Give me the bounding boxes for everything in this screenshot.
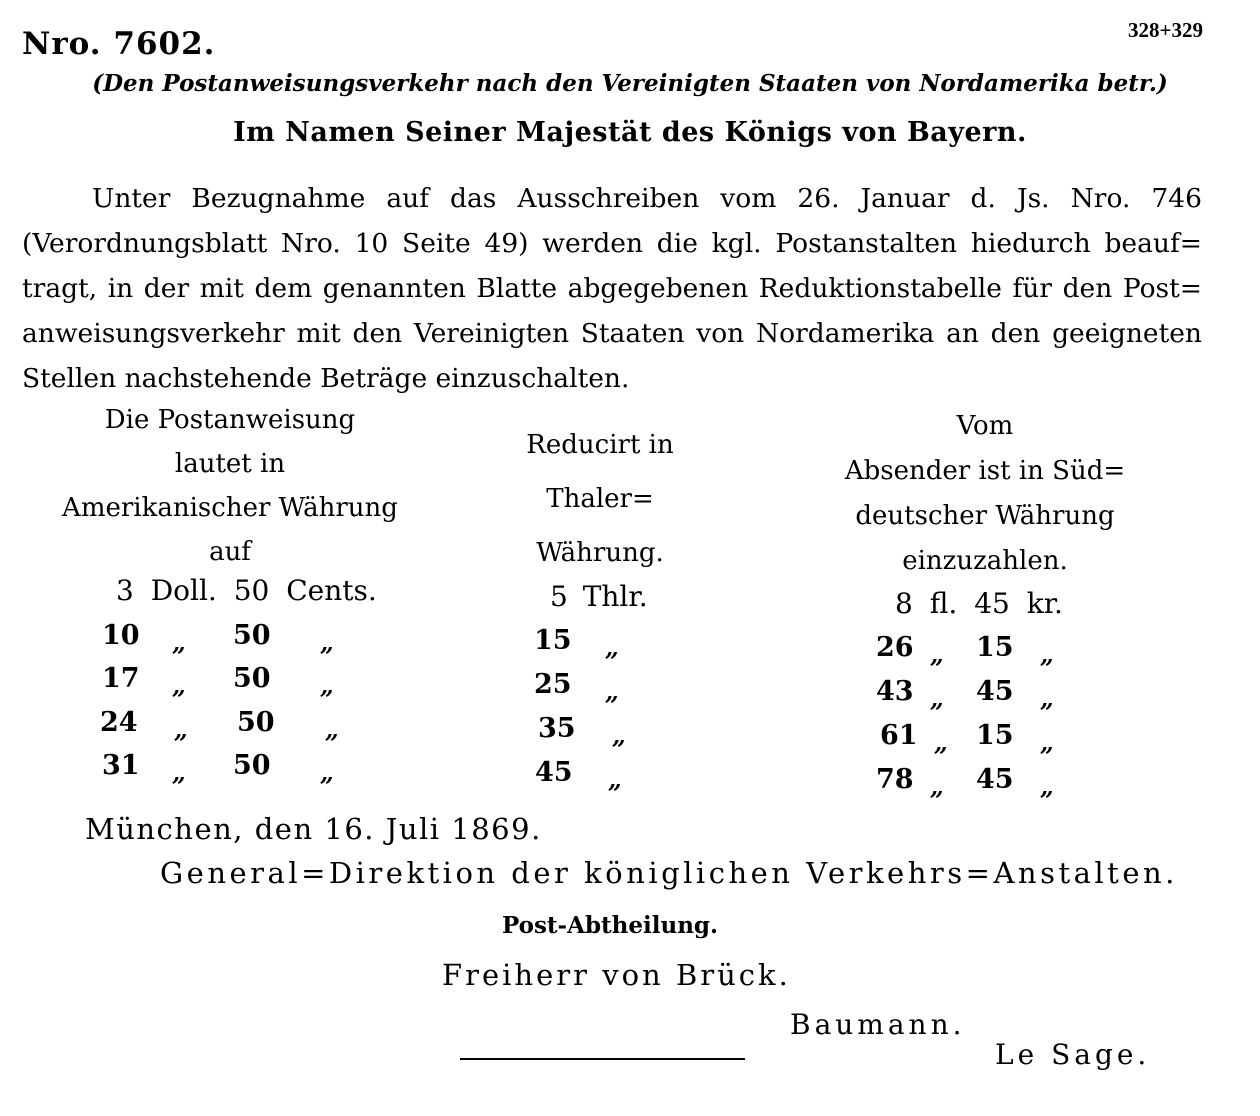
ditto-mark: „ bbox=[1040, 684, 1054, 713]
page-reference: 328+329 bbox=[1128, 18, 1203, 42]
ditto-mark: „ bbox=[172, 671, 186, 700]
body-line: (Verordnungsblatt Nro. 10 Seite 49) werden die kgl. Postanstalten hiedurch beauf= bbox=[22, 228, 1202, 259]
date-line: München, den 16. Juli 1869. bbox=[85, 812, 542, 846]
column-header-line: Reducirt in bbox=[526, 430, 674, 460]
decree-number: Nro. 7602. bbox=[22, 26, 216, 62]
ditto-mark: „ bbox=[325, 715, 339, 744]
body-line: Unter Bezugnahme auf das Ausschreiben vom 26. Januar d. Js. Nro. 746 bbox=[92, 183, 1202, 214]
ditto-mark: „ bbox=[612, 721, 626, 750]
table-cell-kreuzer: 45 bbox=[976, 764, 1014, 795]
column-header-line: Vom bbox=[956, 411, 1014, 441]
table-cell-cents: 50 bbox=[233, 750, 271, 781]
ditto-mark: „ bbox=[608, 765, 622, 794]
table-cell-dollars: 24 bbox=[100, 707, 138, 738]
table-cell-thaler-first: 5 Thlr. bbox=[550, 580, 648, 613]
decree-body bbox=[22, 176, 1202, 401]
body-line: Stellen nachstehende Beträge einzuschalten. bbox=[22, 363, 630, 394]
column-header-american-currency bbox=[40, 398, 420, 574]
table-cell-cents: 50 bbox=[233, 620, 271, 651]
ditto-mark: „ bbox=[172, 758, 186, 787]
column-header-line: Amerikanischer Währung bbox=[62, 493, 398, 523]
column-header-line: Die Postanweisung bbox=[104, 405, 356, 435]
table-cell-thaler: 45 bbox=[535, 757, 573, 788]
column-header-line: lautet in bbox=[174, 449, 286, 479]
ditto-mark: „ bbox=[1040, 640, 1054, 669]
table-cell-kreuzer: 15 bbox=[976, 720, 1014, 751]
column-header-line: Absender ist in Süd= bbox=[844, 456, 1126, 486]
table-cell-thaler: 35 bbox=[538, 713, 576, 744]
ditto-mark: „ bbox=[320, 671, 334, 700]
signature-le-sage: Le Sage. bbox=[995, 1038, 1151, 1071]
table-cell-kreuzer: 15 bbox=[976, 632, 1014, 663]
table-cell-cents: 50 bbox=[237, 707, 275, 738]
table-cell-kreuzer: 45 bbox=[976, 676, 1014, 707]
table-cell-dollars: 10 bbox=[102, 620, 140, 651]
ditto-mark: „ bbox=[930, 640, 944, 669]
table-cell-gulden: 78 bbox=[876, 764, 914, 795]
decree-heading: Im Namen Seiner Majestät des Königs von Bayern. bbox=[233, 117, 1027, 148]
table-cell-cents: 50 bbox=[233, 663, 271, 694]
signature-baumann: Baumann. bbox=[790, 1008, 966, 1041]
department-line: Post-Abtheilung. bbox=[501, 912, 719, 939]
column-header-line: deutscher Währung bbox=[855, 501, 1115, 531]
ditto-mark: „ bbox=[605, 633, 619, 662]
table-cell-gulden-first: 8 fl. 45 kr. bbox=[895, 587, 1063, 620]
ditto-mark: „ bbox=[320, 758, 334, 787]
table-cell-gulden: 61 bbox=[880, 720, 918, 751]
ditto-mark: „ bbox=[172, 628, 186, 657]
ditto-mark: „ bbox=[605, 677, 619, 706]
table-cell-gulden: 26 bbox=[876, 632, 914, 663]
ditto-mark: „ bbox=[320, 628, 334, 657]
ditto-mark: „ bbox=[934, 728, 948, 757]
ditto-mark: „ bbox=[1040, 728, 1054, 757]
column-header-line: Thaler= bbox=[546, 484, 654, 514]
table-cell-dollars-first: 3 Doll. 50 Cents. bbox=[116, 574, 377, 607]
horizontal-rule bbox=[460, 1058, 745, 1060]
column-header-line: einzuzahlen. bbox=[902, 546, 1068, 576]
ditto-mark: „ bbox=[930, 684, 944, 713]
table-cell-dollars: 31 bbox=[102, 750, 140, 781]
issuing-authority: General=Direktion der königlichen Verkehrs=Anstalten. bbox=[160, 856, 1178, 890]
decree-subject: (Den Postanweisungsverkehr nach den Vereinigten Staaten von Nordamerika betr.) bbox=[92, 70, 1168, 97]
ditto-mark: „ bbox=[174, 715, 188, 744]
body-line: anweisungsverkehr mit den Vereinigten Staaten von Nordamerika an den geeigneten bbox=[22, 318, 1202, 349]
ditto-mark: „ bbox=[930, 772, 944, 801]
table-cell-thaler: 25 bbox=[534, 669, 572, 700]
body-line: tragt, in der mit dem genannten Blatte abgegebenen Reduktionstabelle für den Post= bbox=[22, 273, 1202, 304]
column-header-south-german-currency bbox=[790, 404, 1180, 584]
column-header-line: Währung. bbox=[536, 538, 664, 568]
column-header-thaler-currency bbox=[470, 418, 730, 580]
column-header-line: auf bbox=[209, 537, 251, 567]
table-cell-thaler: 15 bbox=[534, 625, 572, 656]
table-cell-gulden: 43 bbox=[876, 676, 914, 707]
table-cell-dollars: 17 bbox=[102, 663, 140, 694]
ditto-mark: „ bbox=[1040, 772, 1054, 801]
signature-brueck: Freiherr von Brück. bbox=[442, 958, 791, 992]
